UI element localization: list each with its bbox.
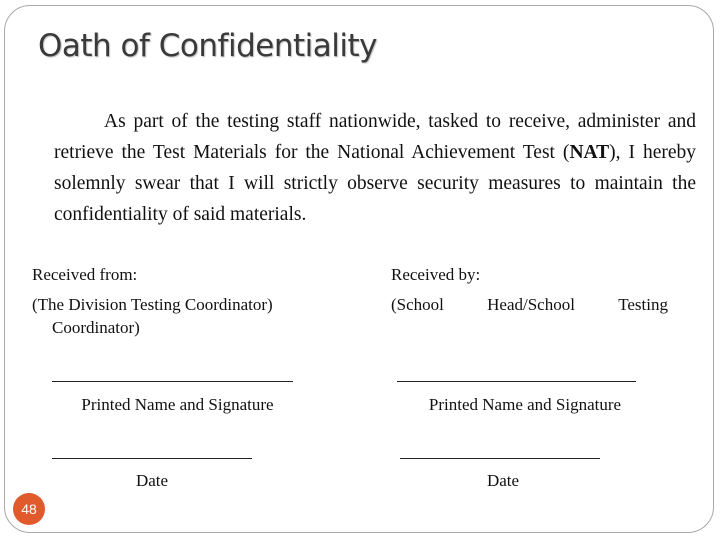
left-date-caption: Date xyxy=(135,471,169,490)
received-from-role xyxy=(32,293,332,339)
right-date-line xyxy=(400,458,600,459)
received-from-label: Received from: xyxy=(32,265,138,284)
right-date-caption: Date xyxy=(486,471,520,490)
oath-paragraph xyxy=(54,106,696,230)
left-signature-line xyxy=(52,381,293,382)
oath-acronym: NAT xyxy=(569,142,610,163)
received-by-role xyxy=(391,293,668,316)
received-by-role-word-2: Head/School xyxy=(487,295,575,314)
received-by-role-word-1: (School xyxy=(391,295,444,314)
oath-text-before: As part of the testing staff nationwide, tasked to receive, administer and retrieve the Test Materials for the National Achievement Test ( xyxy=(54,111,696,163)
received-from-role-line2: Coordinator) xyxy=(52,318,140,337)
slide-title: Oath of Confidentiality xyxy=(38,28,377,64)
received-from-role-line1: (The Division Testing Coordinator) xyxy=(32,295,273,314)
received-by-label: Received by: xyxy=(391,265,481,284)
right-signature-line xyxy=(397,381,636,382)
right-signature-caption: Printed Name and Signature xyxy=(428,395,622,414)
left-signature-caption: Printed Name and Signature xyxy=(81,395,274,414)
left-date-line xyxy=(52,458,252,459)
oath-text-after: ), I hereby solemnly swear that I will strictly observe security measures to maintain the confidentiality of said materials. xyxy=(54,142,697,225)
received-by-role-word-3: Testing xyxy=(618,295,668,314)
page-number-badge: 48 xyxy=(13,493,45,525)
